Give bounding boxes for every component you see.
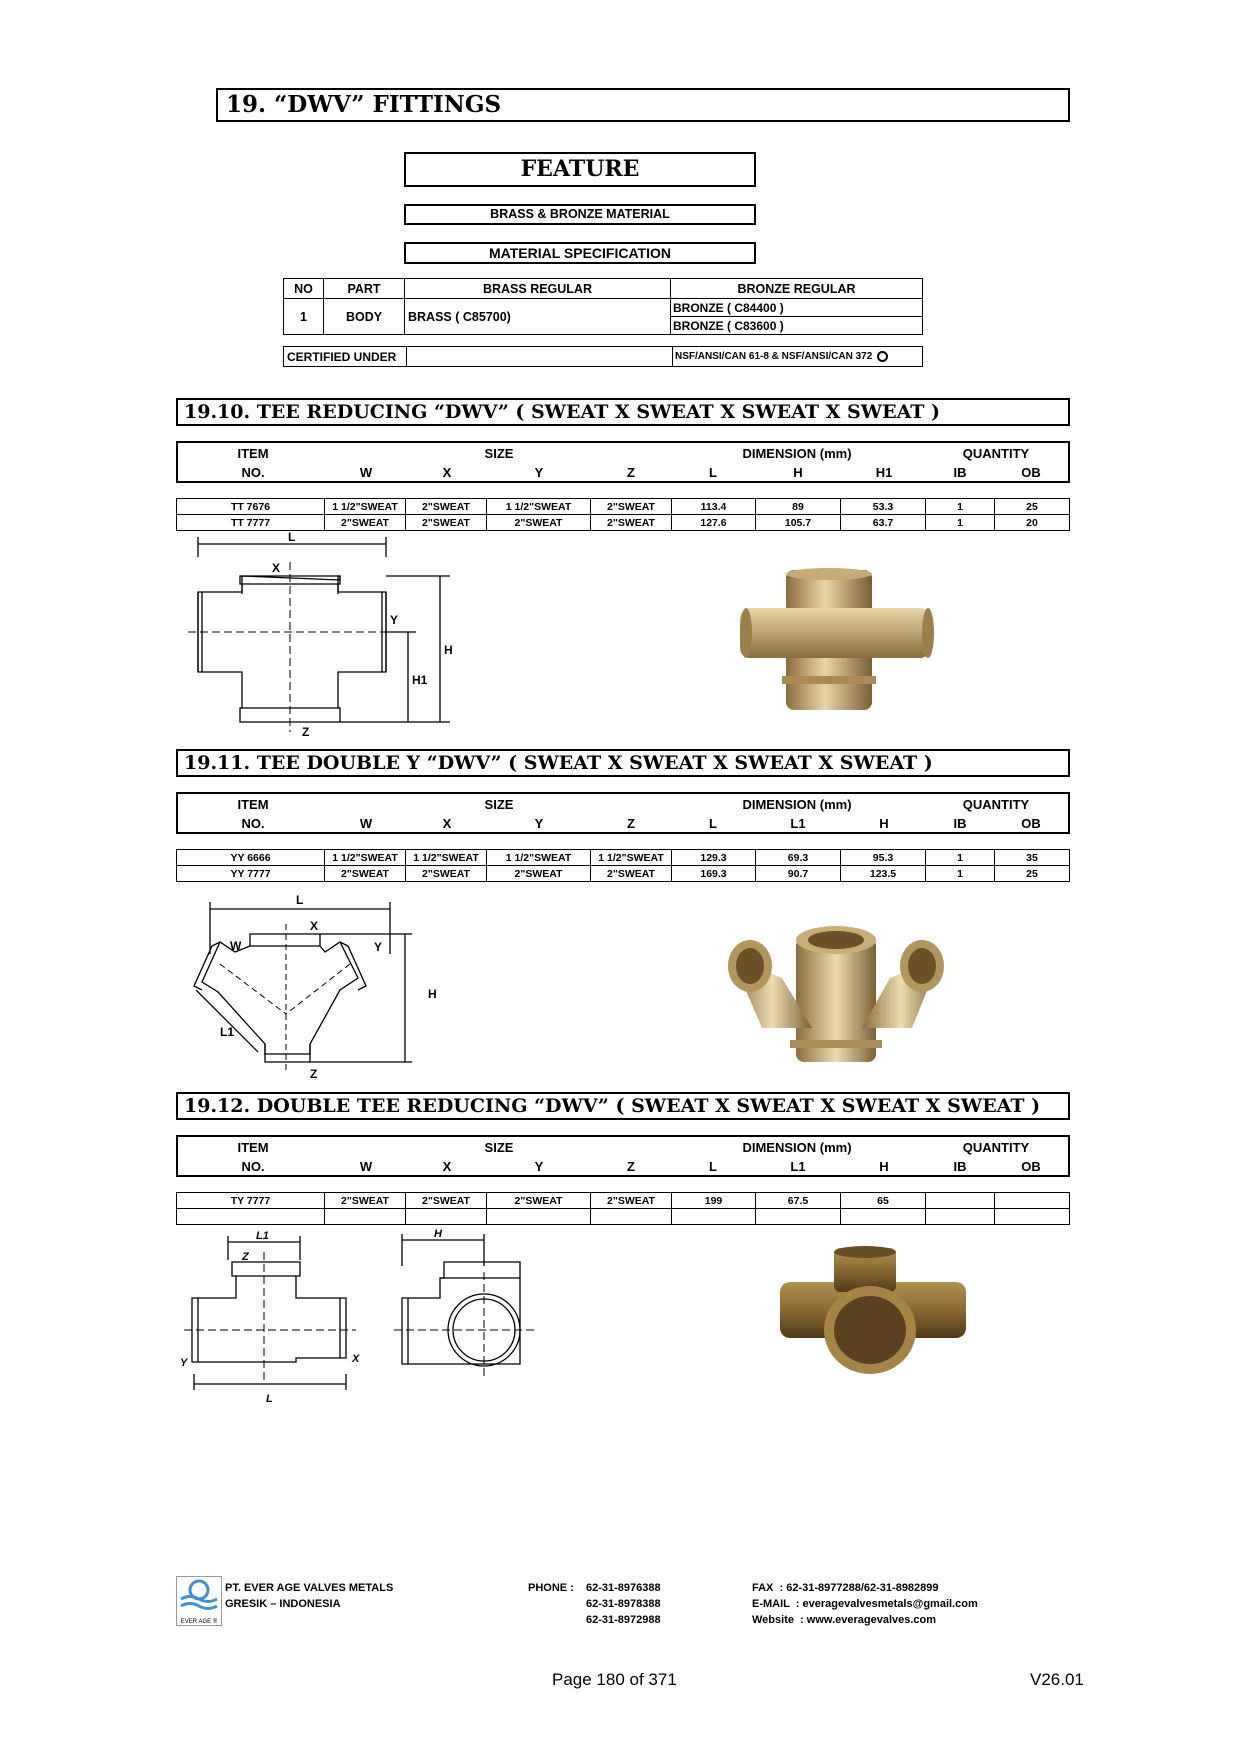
spec-title: MATERIAL SPECIFICATION bbox=[404, 242, 756, 264]
header-col: L bbox=[709, 816, 717, 831]
header-col: OB bbox=[1021, 816, 1041, 831]
dim-label: Y bbox=[180, 1357, 188, 1369]
table-cell: 90.7 bbox=[756, 866, 841, 882]
header-item: ITEM bbox=[237, 797, 269, 812]
header-col: H bbox=[879, 816, 889, 831]
dim-label: L1 bbox=[220, 1025, 235, 1039]
dim-label: X bbox=[310, 919, 319, 933]
section-title-19-10: 19.10. TEE REDUCING “DWV” ( SWEAT X SWEAT X SWEAT X SWEAT ) bbox=[176, 398, 1070, 426]
dim-label: H bbox=[444, 643, 453, 657]
table-cell bbox=[591, 1209, 672, 1225]
table-cell: 2"SWEAT bbox=[325, 515, 406, 531]
data-table-19-11 bbox=[176, 849, 1070, 882]
header-col: L1 bbox=[790, 816, 806, 831]
table-cell: 2"SWEAT bbox=[591, 515, 672, 531]
table-cell: 65 bbox=[841, 1193, 926, 1209]
logo-text: EVER AGE ® bbox=[180, 1619, 218, 1625]
table-cell: 69.3 bbox=[756, 850, 841, 866]
header-col: Y bbox=[534, 465, 544, 480]
table-cell: 129.3 bbox=[672, 850, 756, 866]
table-cell: 53.3 bbox=[841, 499, 926, 515]
header-col: Z bbox=[627, 1159, 635, 1174]
header-brass: BRASS REGULAR bbox=[405, 279, 671, 299]
table-cell: 35 bbox=[995, 850, 1070, 866]
page-number: Page 180 of 371 bbox=[552, 1670, 677, 1689]
table-cell: 2"SWEAT bbox=[487, 1193, 591, 1209]
spec-header-19-11 bbox=[176, 792, 1070, 834]
table-cell: YY 7777 bbox=[177, 866, 325, 882]
product-photo-double-tee bbox=[778, 1244, 968, 1379]
header-quantity: QUANTITY bbox=[962, 446, 1030, 461]
dim-label: X bbox=[352, 1353, 360, 1365]
data-table-19-12 bbox=[176, 1192, 1070, 1225]
company-location: GRESIK – INDONESIA bbox=[225, 1598, 341, 1610]
table-cell: 1 bbox=[926, 850, 995, 866]
table-cell: 2"SWEAT bbox=[591, 866, 672, 882]
table-cell: TY 7777 bbox=[177, 1193, 325, 1209]
dim-label: H bbox=[434, 1228, 442, 1240]
table-cell: 1 bbox=[926, 499, 995, 515]
header-bronze: BRONZE REGULAR bbox=[671, 279, 923, 299]
table-cell bbox=[325, 1209, 406, 1225]
table-cell: 2"SWEAT bbox=[406, 515, 487, 531]
table-cell bbox=[926, 1193, 995, 1209]
table-cell bbox=[177, 1209, 325, 1225]
table-cell: 1 1/2"SWEAT bbox=[325, 499, 406, 515]
dim-label: Y bbox=[390, 613, 399, 627]
table-row bbox=[177, 1209, 1070, 1225]
header-col: IB bbox=[953, 465, 967, 480]
table-cell: 2"SWEAT bbox=[406, 866, 487, 882]
table-cell: 2"SWEAT bbox=[325, 1193, 406, 1209]
header-col: IB bbox=[953, 816, 967, 831]
table-cell bbox=[487, 1209, 591, 1225]
dim-label: L bbox=[288, 532, 296, 544]
row-bronze-2: BRONZE ( C83600 ) bbox=[671, 317, 923, 335]
header-col: Y bbox=[534, 1159, 544, 1174]
website: Website : www.everagevalves.com bbox=[752, 1614, 937, 1626]
phone-2: 62-31-8978388 bbox=[586, 1598, 661, 1610]
company-logo bbox=[176, 1576, 222, 1626]
material-note: BRASS & BRONZE MATERIAL bbox=[404, 204, 756, 225]
table-cell: 169.3 bbox=[672, 866, 756, 882]
header-col: W bbox=[359, 465, 373, 480]
table-cell: TT 7676 bbox=[177, 499, 325, 515]
header-no: NO. bbox=[241, 465, 265, 480]
dim-label: H bbox=[428, 987, 437, 1001]
section-title-19-11: 19.11. TEE DOUBLE Y “DWV” ( SWEAT X SWEAT X SWEAT X SWEAT ) bbox=[176, 749, 1070, 777]
table-row bbox=[177, 515, 1070, 531]
dim-label: Z bbox=[242, 1251, 249, 1263]
table-cell: 89 bbox=[756, 499, 841, 515]
table-cell: 25 bbox=[995, 499, 1070, 515]
table-cell bbox=[756, 1209, 841, 1225]
table-cell bbox=[926, 1209, 995, 1225]
header-size: SIZE bbox=[484, 446, 514, 461]
header-col: OB bbox=[1021, 465, 1041, 480]
dim-label: L bbox=[296, 894, 304, 907]
header-col: OB bbox=[1021, 1159, 1041, 1174]
table-cell: 25 bbox=[995, 866, 1070, 882]
product-photo-tee-reducing bbox=[738, 568, 938, 713]
table-cell: 2"SWEAT bbox=[487, 866, 591, 882]
table-cell bbox=[672, 1209, 756, 1225]
header-col: H bbox=[879, 1159, 889, 1174]
phone-1: 62-31-8976388 bbox=[586, 1582, 661, 1594]
header-col: L bbox=[709, 465, 717, 480]
header-quantity: QUANTITY bbox=[962, 797, 1030, 812]
header-col: X bbox=[442, 465, 452, 480]
spec-header-19-12 bbox=[176, 1135, 1070, 1177]
technical-drawing-double-tee-front bbox=[180, 1230, 380, 1420]
header-dimension: DIMENSION (mm) bbox=[742, 797, 852, 812]
row-bronze-1: BRONZE ( C84400 ) bbox=[671, 299, 923, 317]
table-cell: 2"SWEAT bbox=[591, 499, 672, 515]
dim-label: X bbox=[272, 561, 281, 575]
header-dimension: DIMENSION (mm) bbox=[742, 1140, 852, 1155]
table-cell: 2"SWEAT bbox=[406, 499, 487, 515]
table-row bbox=[177, 866, 1070, 882]
header-no: NO bbox=[284, 279, 324, 299]
header-quantity: QUANTITY bbox=[962, 1140, 1030, 1155]
header-item: ITEM bbox=[237, 446, 269, 461]
table-cell: TT 7777 bbox=[177, 515, 325, 531]
table-cell: 67.5 bbox=[756, 1193, 841, 1209]
header-col: X bbox=[442, 816, 452, 831]
feature-title: FEATURE bbox=[404, 152, 756, 187]
table-row bbox=[177, 499, 1070, 515]
table-cell: 2"SWEAT bbox=[591, 1193, 672, 1209]
header-col: IB bbox=[953, 1159, 967, 1174]
header-col: H1 bbox=[875, 465, 893, 480]
table-cell bbox=[995, 1209, 1070, 1225]
certified-text: NSF/ANSI/CAN 61-8 & NSF/ANSI/CAN 372 bbox=[675, 351, 873, 363]
main-title: 19. “DWV” FITTINGS bbox=[216, 88, 1070, 122]
table-cell: 1 1/2"SWEAT bbox=[487, 499, 591, 515]
header-no: NO. bbox=[241, 1159, 265, 1174]
certified-value bbox=[673, 347, 923, 367]
table-row bbox=[177, 850, 1070, 866]
data-table-19-10 bbox=[176, 498, 1070, 531]
table-cell: 113.4 bbox=[672, 499, 756, 515]
technical-drawing-tee-reducing bbox=[180, 532, 480, 742]
technical-drawing-double-tee-side bbox=[394, 1226, 544, 1386]
dim-label: Y bbox=[374, 940, 383, 954]
table-cell: 2"SWEAT bbox=[487, 515, 591, 531]
table-cell bbox=[841, 1209, 926, 1225]
header-part: PART bbox=[324, 279, 405, 299]
dim-label: L1 bbox=[256, 1230, 269, 1242]
phone-label: PHONE : bbox=[528, 1582, 574, 1594]
row-no: 1 bbox=[284, 299, 324, 335]
table-row bbox=[177, 1193, 1070, 1209]
email: E-MAIL : everagevalvesmetals@gmail.com bbox=[752, 1598, 978, 1610]
certified-table bbox=[283, 346, 923, 367]
header-col: Y bbox=[534, 816, 544, 831]
nsf-mark-icon bbox=[877, 351, 888, 362]
dim-label: L bbox=[266, 1393, 273, 1405]
header-col: W bbox=[359, 1159, 373, 1174]
header-col: L bbox=[709, 1159, 717, 1174]
table-cell: 1 bbox=[926, 866, 995, 882]
certified-label: CERTIFIED UNDER bbox=[284, 347, 407, 367]
material-table bbox=[283, 278, 923, 335]
table-cell: 2"SWEAT bbox=[325, 866, 406, 882]
phone-3: 62-31-8972988 bbox=[586, 1614, 661, 1626]
header-size: SIZE bbox=[484, 1140, 514, 1155]
header-col: H bbox=[793, 465, 803, 480]
header-col: Z bbox=[627, 465, 635, 480]
section-title-19-12: 19.12. DOUBLE TEE REDUCING “DWV” ( SWEAT X SWEAT X SWEAT X SWEAT ) bbox=[176, 1092, 1070, 1120]
table-cell: 1 1/2"SWEAT bbox=[591, 850, 672, 866]
version-label: V26.01 bbox=[1030, 1670, 1084, 1689]
row-brass: BRASS ( C85700) bbox=[405, 299, 671, 335]
dim-label: W bbox=[230, 939, 242, 953]
table-cell: 199 bbox=[672, 1193, 756, 1209]
dim-label: Z bbox=[302, 725, 310, 739]
dim-label: Z bbox=[310, 1067, 318, 1081]
header-col: W bbox=[359, 816, 373, 831]
fax: FAX : 62-31-8977288/62-31-8982899 bbox=[752, 1582, 939, 1594]
table-cell: 123.5 bbox=[841, 866, 926, 882]
table-cell bbox=[995, 1193, 1070, 1209]
header-item: ITEM bbox=[237, 1140, 269, 1155]
technical-drawing-double-y bbox=[190, 894, 450, 1084]
table-cell: 20 bbox=[995, 515, 1070, 531]
table-cell: YY 6666 bbox=[177, 850, 325, 866]
table-cell: 63.7 bbox=[841, 515, 926, 531]
table-cell: 1 bbox=[926, 515, 995, 531]
table-cell: 1 1/2"SWEAT bbox=[487, 850, 591, 866]
header-col: L1 bbox=[790, 1159, 806, 1174]
row-part: BODY bbox=[324, 299, 405, 335]
spec-header-19-10 bbox=[176, 441, 1070, 483]
table-cell: 1 1/2"SWEAT bbox=[406, 850, 487, 866]
header-size: SIZE bbox=[484, 797, 514, 812]
table-cell bbox=[406, 1209, 487, 1225]
table-cell: 1 1/2"SWEAT bbox=[325, 850, 406, 866]
table-cell: 105.7 bbox=[756, 515, 841, 531]
product-photo-double-y bbox=[722, 918, 952, 1068]
header-col: Z bbox=[627, 816, 635, 831]
table-cell: 95.3 bbox=[841, 850, 926, 866]
table-cell: 2"SWEAT bbox=[406, 1193, 487, 1209]
company-name: PT. EVER AGE VALVES METALS bbox=[225, 1582, 394, 1594]
header-no: NO. bbox=[241, 816, 265, 831]
dim-label: H1 bbox=[412, 673, 428, 687]
header-dimension: DIMENSION (mm) bbox=[742, 446, 852, 461]
header-col: X bbox=[442, 1159, 452, 1174]
waves-logo-icon bbox=[177, 1577, 221, 1613]
table-cell: 127.6 bbox=[672, 515, 756, 531]
